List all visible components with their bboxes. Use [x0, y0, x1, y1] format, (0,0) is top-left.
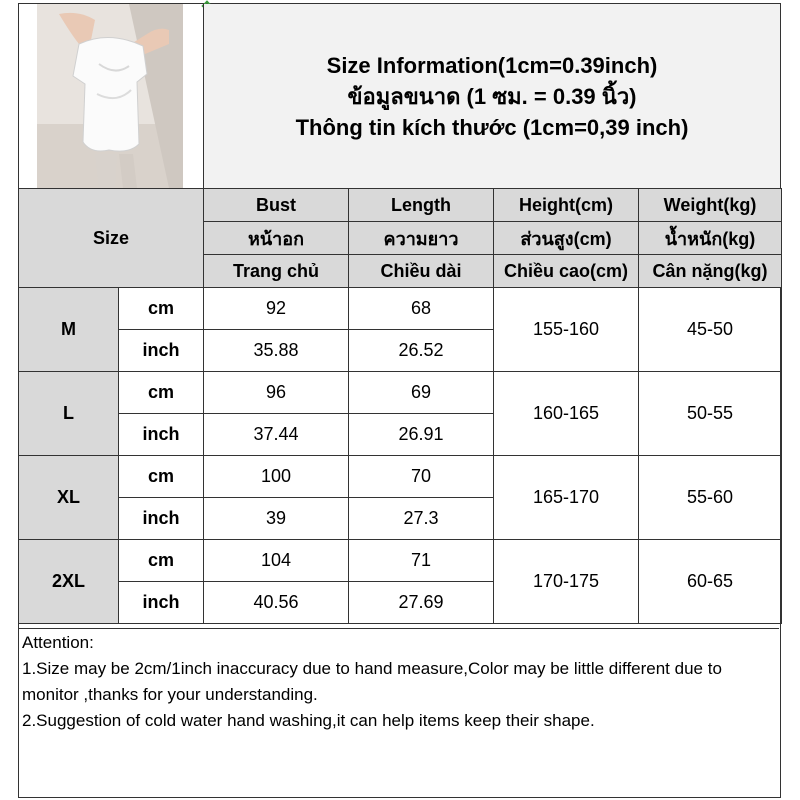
length-inch: 26.52 [349, 330, 494, 372]
size-label: 2XL [19, 540, 119, 624]
height-range: 165-170 [494, 456, 639, 540]
length-inch: 27.69 [349, 582, 494, 624]
length-cm: 68 [349, 288, 494, 330]
size-label: M [19, 288, 119, 372]
col-height-th: ส่วนสูง(cm) [494, 222, 639, 255]
bust-cm: 104 [204, 540, 349, 582]
bust-inch: 37.44 [204, 414, 349, 456]
bust-cm: 96 [204, 372, 349, 414]
unit-inch: inch [119, 498, 204, 540]
col-bust-th: หน้าอก [204, 222, 349, 255]
weight-range: 50-55 [639, 372, 782, 456]
table-row [19, 372, 782, 414]
unit-cm: cm [119, 456, 204, 498]
col-height-en: Height(cm) [494, 189, 639, 222]
height-range: 160-165 [494, 372, 639, 456]
note-washing: 2.Suggestion of cold water hand washing,it can help items keep their shape. [22, 711, 595, 730]
length-cm: 71 [349, 540, 494, 582]
weight-range: 45-50 [639, 288, 782, 372]
height-range: 155-160 [494, 288, 639, 372]
notes-heading: Attention: [22, 633, 94, 652]
size-table [18, 188, 782, 624]
unit-inch: inch [119, 330, 204, 372]
bust-inch: 39 [204, 498, 349, 540]
col-length-th: ความยาว [349, 222, 494, 255]
col-bust-en: Bust [204, 189, 349, 222]
col-length-vi: Chiều dài [349, 255, 494, 288]
title-english: Size Information(1cm=0.39inch) [326, 52, 658, 78]
length-inch: 27.3 [349, 498, 494, 540]
col-weight-th: น้ำหนัก(kg) [639, 222, 782, 255]
note-measurement: 1.Size may be 2cm/1inch inaccuracy due to hand measure,Color may be little different due to monitor ,thanks for your understanding. [22, 659, 722, 704]
unit-inch: inch [119, 582, 204, 624]
unit-cm: cm [119, 288, 204, 330]
table-row [19, 540, 782, 582]
unit-inch: inch [119, 414, 204, 456]
attention-notes [19, 628, 779, 796]
title-vietnamese: Thông tin kích thước (1cm=0,39 inch) [295, 114, 689, 140]
length-cm: 69 [349, 372, 494, 414]
length-cm: 70 [349, 456, 494, 498]
unit-cm: cm [119, 372, 204, 414]
bust-inch: 40.56 [204, 582, 349, 624]
size-label: L [19, 372, 119, 456]
length-inch: 26.91 [349, 414, 494, 456]
height-range: 170-175 [494, 540, 639, 624]
col-bust-vi: Trang chủ [204, 255, 349, 288]
table-row [19, 288, 782, 330]
white-top-model-image [19, 4, 203, 188]
col-weight-en: Weight(kg) [639, 189, 782, 222]
title-thai: ข้อมูลขนาด (1 ซม. = 0.39 นิ้ว) [347, 83, 637, 109]
weight-range: 55-60 [639, 456, 782, 540]
bust-cm: 100 [204, 456, 349, 498]
weight-range: 60-65 [639, 540, 782, 624]
table-row [19, 456, 782, 498]
size-header: Size [19, 189, 204, 288]
col-weight-vi: Cân nặng(kg) [639, 255, 782, 288]
unit-cm: cm [119, 540, 204, 582]
product-photo [19, 4, 203, 188]
size-label: XL [19, 456, 119, 540]
title-box [203, 4, 780, 188]
bust-inch: 35.88 [204, 330, 349, 372]
col-height-vi: Chiều cao(cm) [494, 255, 639, 288]
col-length-en: Length [349, 189, 494, 222]
bust-cm: 92 [204, 288, 349, 330]
